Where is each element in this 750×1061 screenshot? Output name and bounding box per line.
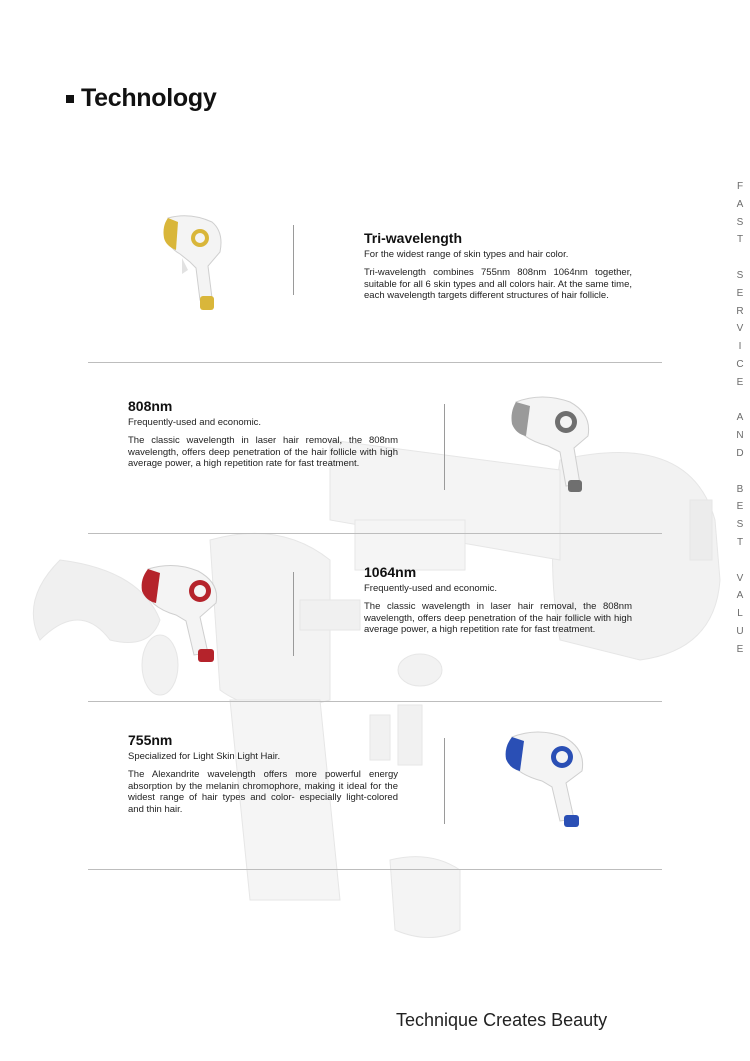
slogan-letter: T (736, 234, 744, 246)
slogan-letter: L (737, 608, 743, 620)
section-title: 1064nm (364, 564, 417, 580)
slogan-letter: E (736, 287, 744, 299)
section-divider-vertical (444, 404, 445, 490)
slogan-letter: V (736, 323, 744, 335)
slogan-letter: E (736, 501, 744, 513)
slogan-letter: E (736, 376, 744, 388)
title-bullet (66, 95, 74, 103)
section-tri-wavelength (364, 229, 632, 302)
section-separator (88, 869, 662, 870)
page-title-text: Technology (81, 84, 217, 112)
handpiece-red-icon (138, 563, 222, 667)
section-755nm (128, 731, 398, 815)
handpiece-blue-icon (502, 729, 590, 833)
section-1064nm (364, 563, 632, 636)
section-808nm (128, 397, 398, 470)
slogan-letter: E (736, 643, 744, 655)
section-subtitle: Specialized for Light Skin Light Hair. (128, 751, 281, 762)
slogan-letter: U (736, 625, 744, 637)
page-title (66, 84, 216, 113)
slogan-letter: S (736, 519, 744, 531)
slogan-letter: C (736, 358, 744, 370)
slogan-letter: D (736, 447, 744, 459)
vertical-slogan (732, 178, 748, 659)
handpiece-gold-icon (160, 212, 230, 322)
section-title: Tri-wavelength (364, 230, 463, 246)
section-description: The classic wavelength in laser hair removal, the 808nm wavelength, offers deep penetration of the hair follicle with high average power, a high repetition rate for fast treatment. (364, 601, 632, 635)
slogan-letter: S (736, 269, 744, 281)
section-title: 755nm (128, 732, 173, 748)
slogan-letter: A (736, 590, 744, 602)
section-divider-vertical (293, 572, 294, 656)
section-description: The Alexandrite wavelength offers more powerful energy absorption by the melanin chromophore, making it ideal for the widest range of hair types and color- especially light-colored and thin hair. (128, 769, 398, 815)
slogan-letter: A (736, 198, 744, 210)
section-description: Tri-wavelength combines 755nm 808nm 1064nm together, suitable for all 6 skin types and all colors hair. At the same time, each wavelength targets different structures of hair follicle. (364, 267, 632, 301)
section-title: 808nm (128, 398, 173, 414)
slogan-letter: S (736, 216, 744, 228)
slogan-letter: I (738, 341, 742, 353)
slogan-letter: B (736, 483, 744, 495)
section-divider-vertical (444, 738, 445, 824)
slogan-letter: F (736, 181, 744, 192)
section-divider-vertical (293, 225, 294, 295)
slogan-letter: A (736, 412, 744, 424)
slogan-letter: V (736, 572, 744, 584)
slogan-letter: T (736, 536, 744, 548)
section-subtitle: Frequently-used and economic. (128, 417, 262, 428)
section-separator (88, 701, 662, 702)
section-description: The classic wavelength in laser hair removal, the 808nm wavelength, offers deep penetration of the hair follicle with high average power, a high repetition rate for fast treatment. (128, 435, 398, 469)
section-separator (88, 533, 662, 534)
handpiece-gray-icon (508, 394, 594, 498)
slogan-letter: N (736, 430, 744, 442)
section-subtitle: For the widest range of skin types and hair color. (364, 249, 569, 260)
slogan-letter: R (736, 305, 744, 317)
footer-tagline: Technique Creates Beauty (396, 1010, 608, 1030)
section-separator (88, 362, 662, 363)
section-subtitle: Frequently-used and economic. (364, 583, 498, 594)
